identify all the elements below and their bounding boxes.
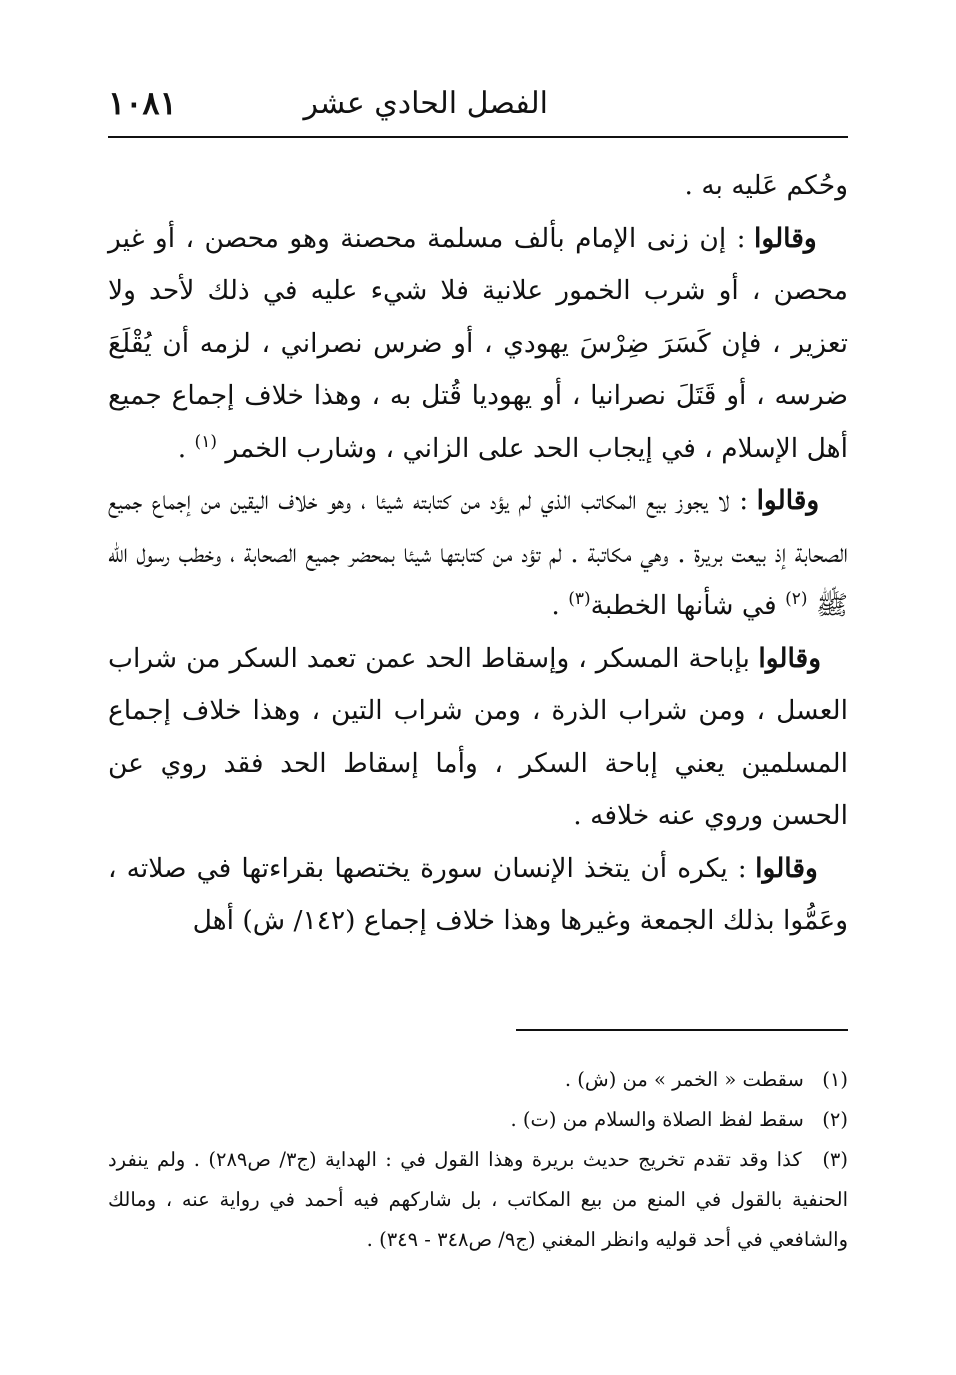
paragraph-lead: وقالوا xyxy=(755,852,818,884)
footnote-divider xyxy=(516,1029,848,1031)
footnote-text: سقط لفظ الصلاة والسلام من (ت) . xyxy=(510,1108,804,1131)
page-number: ١٠٨١ xyxy=(108,84,177,122)
footnote xyxy=(108,1100,848,1140)
paragraph: وقالوا : لا يجوز بيع المكاتب الذي لم يؤد من كتابته شيئا ، وهو خلاف اليقين من إجماع جميع الصحابة إذ بيعت بريرة . وهي مكاتبة . لم تؤد من كتابتها شيئا بمحضر جميع الصحابة ، وخطب رسول الله ﷺ $^{(٢)}$ في شأنها الخطبة$^{(٣)}$ . xyxy=(108,485,848,621)
main-text xyxy=(108,160,848,948)
footnotes xyxy=(108,1060,848,1260)
paragraph-lead: وقالوا xyxy=(756,485,820,516)
footnote-text: سقطت « الخمر » من (ش) . xyxy=(564,1068,804,1091)
chapter-title: الفصل الحادي عشر xyxy=(303,86,548,121)
paragraph: وقالوا بإباحة المسكر ، وإسقاط الحد عمن تعمد السكر من شراب العسل ، ومن شراب الذرة ، ومن شراب التين ، وهذا خلاف إجماع المسلمين يعني إباحة السكر ، وأما إسقاط الحد فقد روي عن الحسن وروي عنه خلافه . xyxy=(108,642,848,831)
paragraph-lead: وقالوا xyxy=(758,642,822,674)
footnote-ref: (٣) xyxy=(568,589,591,610)
footnote xyxy=(108,1060,848,1100)
paragraph: وقالوا : إن زنى الإمام بألف مسلمة محصنة وهو محصن ، أو غير محصن ، أو شرب الخمور علانية فلا شيء عليه في ذلك لأحد ولا تعزير ، فإن كَسَرَ ضِرْسَ يهودي ، أو ضرس نصراني ، لزمه أن يُقْلَعَ ضرسه ، أو قَتَلَ نصرانيا ، أو يهوديا قُتل به ، وهذا خلاف إجماع جميع أهل الإسلام ، في إيجاب الحد على الزاني ، وشارب الخمر $^{(١)}$ . xyxy=(108,222,848,464)
paragraph-lead: وقالوا xyxy=(754,222,817,254)
footnote-number: (٢) xyxy=(822,1108,848,1131)
footnote-ref: (٢) xyxy=(785,589,808,610)
header-divider xyxy=(108,136,848,138)
footnote-ref: (١) xyxy=(194,431,217,452)
footnote-text: كذا وقد تقدم تخريج حديث بريرة وهذا القول في : الهداية (ج٣/ ص٢٨٩) . ولم ينفرد الحنفية بالقول في المنع من بيع المكاتب ، بل شاركهم فيه أحمد في رواية عنه ، ومالك والشافعي في أحد قوليه وانظر المغني (ج٩/ ص٣٤٨ - ٣٤٩) . xyxy=(108,1148,848,1251)
footnote xyxy=(108,1140,848,1260)
paragraph: وحُكم عَليه به . xyxy=(684,170,848,201)
paragraph: وقالوا : يكره أن يتخذ الإنسان سورة يختصها بقراءتها في صلاته ، وعَمُّوا بذلك الجمعة وغيرها وهذا خلاف إجماع (١٤٢/ ش) أهل xyxy=(108,852,848,936)
page-header xyxy=(108,82,848,132)
footnote-number: (٣) xyxy=(822,1148,849,1171)
footnote-number: (١) xyxy=(822,1068,848,1091)
